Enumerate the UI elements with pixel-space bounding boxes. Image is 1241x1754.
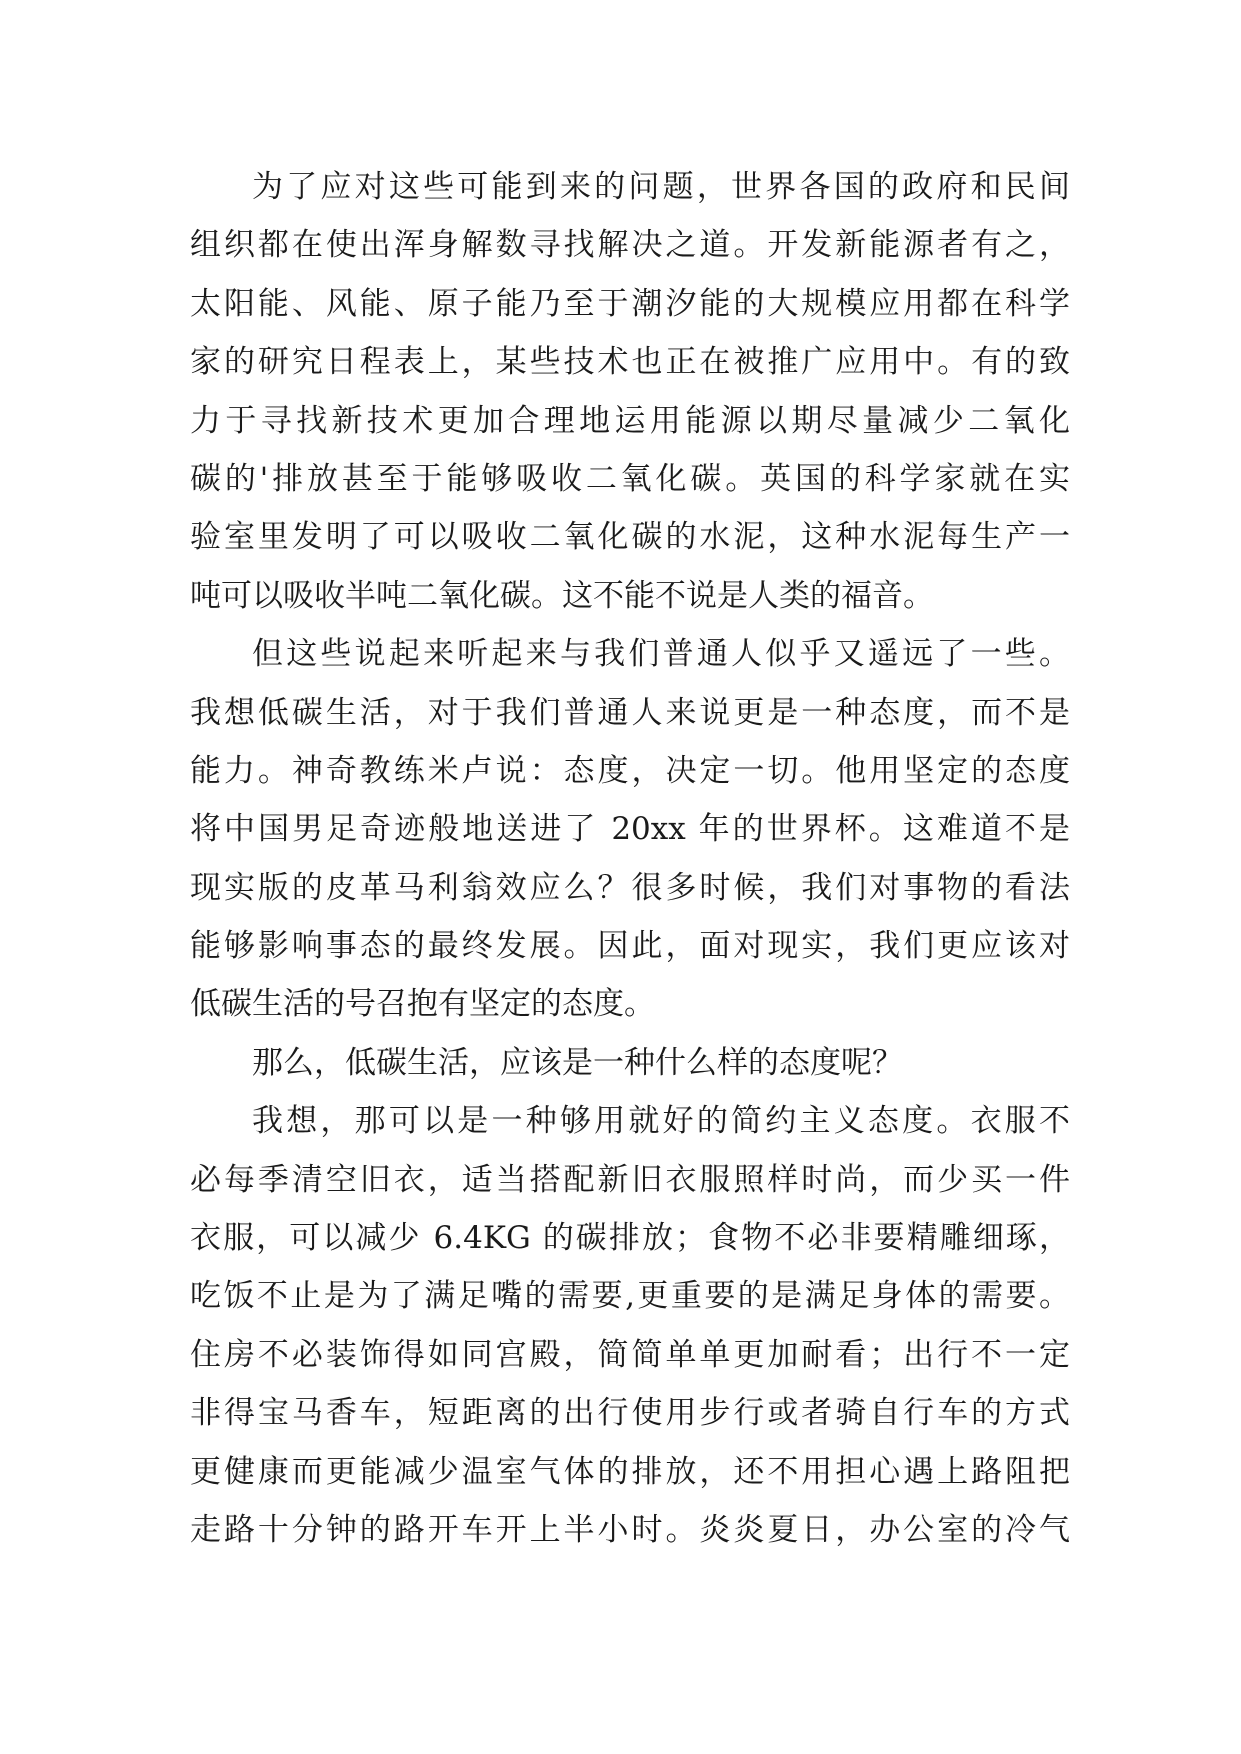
paragraph-2-line-1: 但这些说起来听起来与我们普通人似乎又遥远了一些。 [252,636,1070,673]
paragraph-1-line-3: 太阳能、风能、原子能乃至于潮汐能的大规模应用都在科学 [190,285,1070,322]
paragraph-4-line-4: 吃饭不止是为了满足嘴的需要,更重要的是满足身体的需要。 [190,1278,1070,1315]
paragraph-4-line-1: 我想，那可以是一种够用就好的简约主义态度。衣服不 [252,1103,1070,1140]
paragraph-4-line-5: 住房不必装饰得如同宫殿，简简单单更加耐看；出行不一定 [190,1336,1070,1373]
paragraph-3-line-1: 那么，低碳生活，应该是一种什么样的态度呢？ [252,1044,903,1081]
paragraph-2-line-5: 现实版的皮革马利翁效应么？很多时候，我们对事物的看法 [190,869,1070,906]
paragraph-1-line-5: 力于寻找新技术更加合理地运用能源以期尽量减少二氧化 [190,402,1070,439]
paragraph-2-line-4: 将中国男足奇迹般地送进了 20xx 年的世界杯。这难道不是 [190,811,1070,848]
paragraph-4-line-2: 必每季清空旧衣，适当搭配新旧衣服照样时尚，而少买一件 [190,1161,1070,1198]
paragraph-4-line-3: 衣服，可以减少 6.4KG 的碳排放；食物不必非要精雕细琢， [190,1220,1070,1257]
paragraph-4-line-7: 更健康而更能减少温室气体的排放，还不用担心遇上路阻把 [190,1453,1070,1490]
paragraph-2-line-2: 我想低碳生活，对于我们普通人来说更是一种态度，而不是 [190,694,1070,731]
paragraph-2-line-7: 低碳生活的号召抱有坚定的态度。 [190,986,655,1023]
paragraph-2-line-6: 能够影响事态的最终发展。因此，面对现实，我们更应该对 [190,928,1070,965]
paragraph-1-line-6: 碳的'排放甚至于能够吸收二氧化碳。英国的科学家就在实 [190,460,1070,497]
paragraph-4-line-6: 非得宝马香车，短距离的出行使用步行或者骑自行车的方式 [190,1395,1070,1432]
paragraph-2-line-3: 能力。神奇教练米卢说：态度，决定一切。他用坚定的态度 [190,752,1070,789]
paragraph-1-line-7: 验室里发明了可以吸收二氧化碳的水泥，这种水泥每生产一 [190,519,1070,556]
paragraph-1-line-2: 组织都在使出浑身解数寻找解决之道。开发新能源者有之， [190,227,1070,264]
paragraph-1-line-8: 吨可以吸收半吨二氧化碳。这不能不说是人类的福音。 [190,577,934,614]
paragraph-4-line-8: 走路十分钟的路开车开上半小时。炎炎夏日，办公室的冷气 [190,1511,1070,1548]
paragraph-1-line-4: 家的研究日程表上，某些技术也正在被推广应用中。有的致 [190,344,1070,381]
body-text [190,158,1070,1559]
paragraph-1-line-1: 为了应对这些可能到来的问题，世界各国的政府和民间 [252,169,1070,205]
